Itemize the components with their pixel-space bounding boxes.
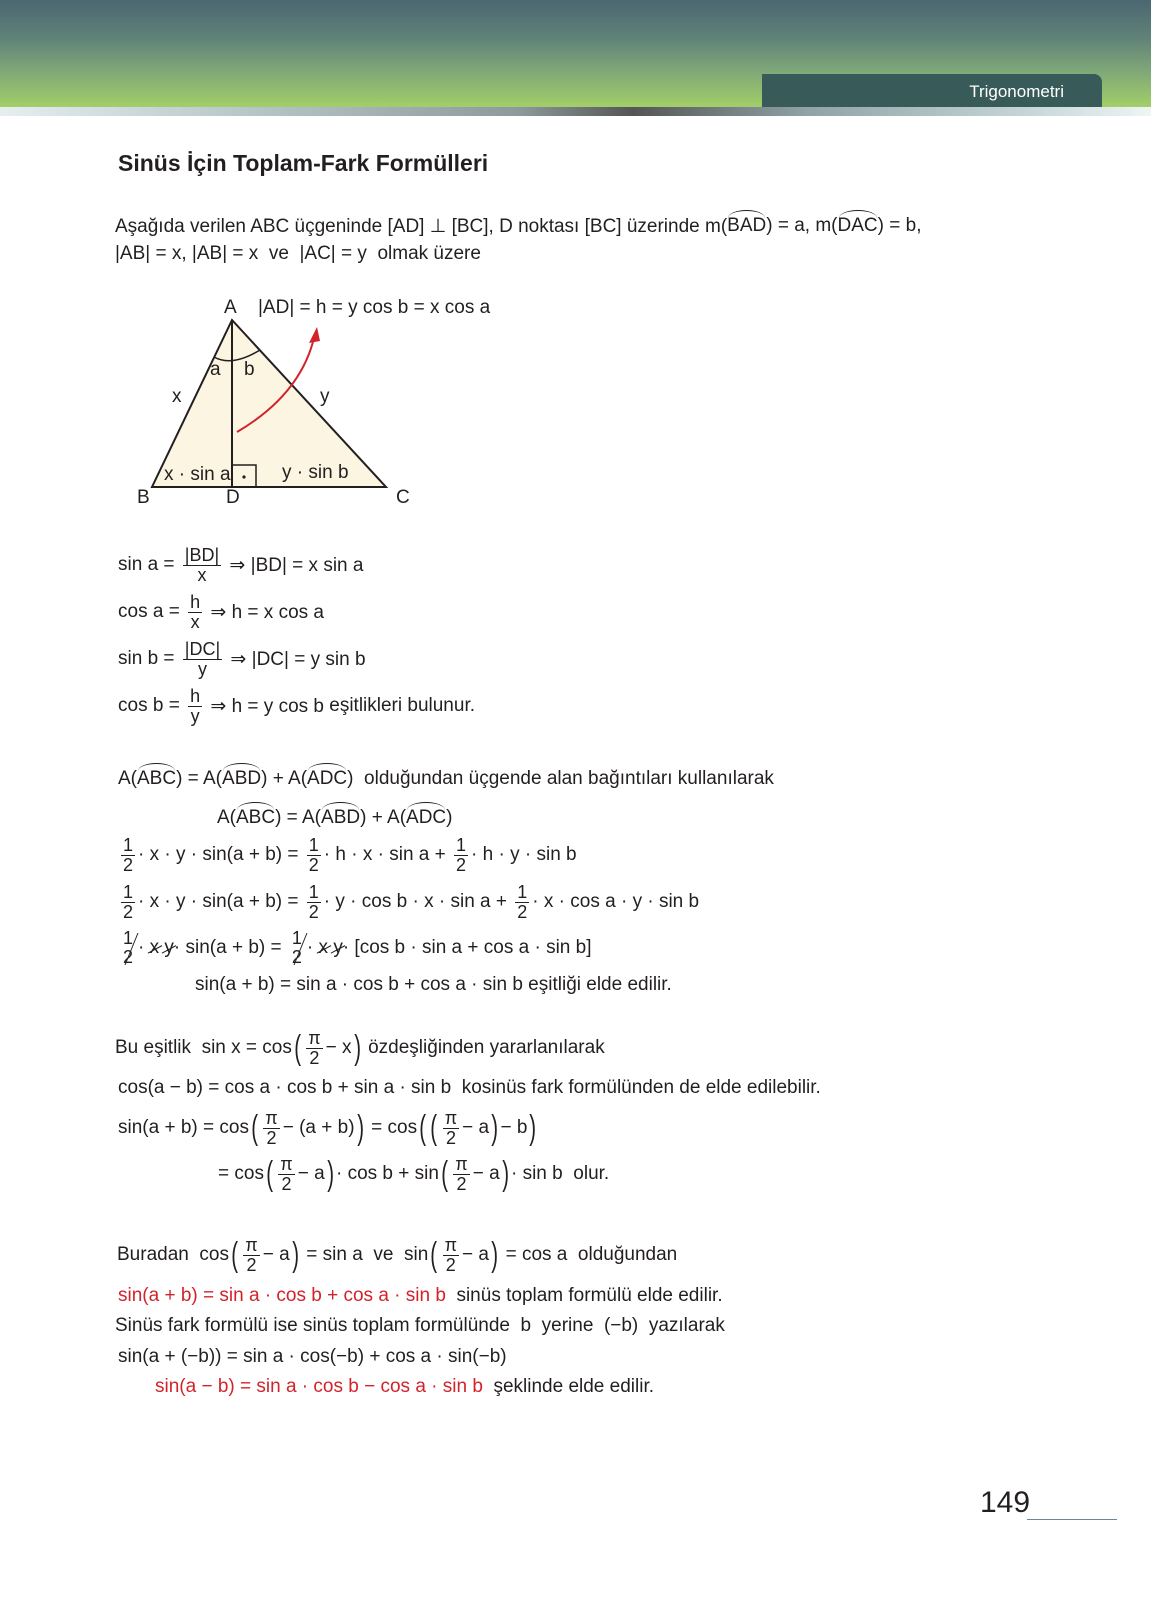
formula-line xyxy=(217,798,452,838)
big-parenthesis: ) xyxy=(501,1155,509,1193)
formula-line xyxy=(118,1068,821,1108)
denominator: 2 xyxy=(123,947,134,967)
text-run: eşitliği elde edilir. xyxy=(522,974,672,995)
denominator: 2 xyxy=(308,901,319,922)
text-run: Bu eşitlik sin x = cos xyxy=(115,1037,292,1058)
text-run: A( xyxy=(118,768,137,789)
big-parenthesis: ) xyxy=(491,1109,499,1147)
text-run: ) = A( xyxy=(275,807,322,828)
numerator: |BD| xyxy=(184,544,220,565)
denominator: y xyxy=(190,705,200,726)
text-run: cos b = xyxy=(118,695,186,716)
highlighted-formula: sin(a − b) = sin a · cos b − cos a · sin b xyxy=(155,1376,483,1397)
text-run: = cos a olduğundan xyxy=(500,1244,678,1265)
text-run: Aşağıda verilen ABC üçgeninde [AD] ⊥ [BC], D noktası [BC] üzerinde m( xyxy=(115,215,728,237)
text-run: ) = A( xyxy=(176,768,223,789)
cancelled-term: x xyxy=(149,937,160,958)
numerator: 1 xyxy=(123,881,134,902)
vertex-d: D xyxy=(226,487,240,508)
side-y: y xyxy=(320,386,330,407)
vertex-c: C xyxy=(396,487,410,508)
formula-line xyxy=(218,1154,609,1194)
angle-notation: ABD xyxy=(222,768,262,789)
text-run: − a xyxy=(297,1163,325,1184)
numerator: 1 xyxy=(123,834,134,855)
cancelled-term: y xyxy=(164,937,174,958)
big-parenthesis: ) xyxy=(353,1029,361,1067)
numerator: 1 xyxy=(308,834,319,855)
big-parenthesis: ( xyxy=(231,1236,239,1274)
text-run: Buradan cos xyxy=(117,1244,229,1265)
angle-notation: ADC xyxy=(307,768,348,789)
text-run: − b xyxy=(500,1117,528,1138)
text-run: · cos b + sin xyxy=(335,1163,439,1184)
text-run: · [cos b · sin a + cos a · sin b] xyxy=(342,937,592,958)
denominator: 2 xyxy=(266,1127,277,1148)
arrow-head-icon xyxy=(309,327,320,343)
text-run: şeklinde elde edilir. xyxy=(482,1376,655,1397)
text-run: − a xyxy=(472,1163,500,1184)
denominator: 2 xyxy=(308,854,319,875)
fraction xyxy=(290,929,304,967)
ad-relation: |AD| = h = y cos b = x cos a xyxy=(258,297,491,318)
formula-line xyxy=(118,592,324,632)
denominator: 2 xyxy=(517,901,528,922)
formula-line xyxy=(195,965,672,1005)
numerator: π xyxy=(308,1027,321,1048)
text-run: − x xyxy=(325,1037,352,1058)
text-run: A( xyxy=(217,807,236,828)
formula-line xyxy=(115,1028,605,1068)
big-parenthesis: ( xyxy=(419,1109,427,1147)
numerator: 1 xyxy=(123,928,134,948)
fraction xyxy=(183,640,222,679)
text-run: − a xyxy=(462,1117,490,1138)
text-run: · xyxy=(138,937,150,958)
text-run: eşitlikleri bulunur. xyxy=(323,695,476,716)
numerator: 1 xyxy=(456,834,467,855)
denominator: 2 xyxy=(456,1173,467,1194)
text-run: sinüs toplam formülü elde edilir. xyxy=(445,1285,723,1306)
text-run: = cos xyxy=(218,1163,264,1184)
formula-line xyxy=(117,1235,677,1275)
triangle-diagram xyxy=(0,0,560,540)
big-parenthesis: ) xyxy=(529,1109,537,1147)
formula-line xyxy=(118,759,774,799)
denominator: x xyxy=(190,611,200,632)
big-parenthesis: ( xyxy=(430,1109,438,1147)
text-run: sin(a + b) = sin a · cos b + cos a · sin b xyxy=(195,974,523,995)
fraction xyxy=(443,1109,459,1148)
fraction xyxy=(454,836,468,875)
denominator: 2 xyxy=(123,854,134,875)
denominator: 2 xyxy=(309,1047,320,1068)
angle-notation: ADC xyxy=(406,807,447,828)
text-run: · sin b olur. xyxy=(510,1163,610,1184)
numerator: π xyxy=(444,1107,458,1128)
text-run: · x · y · sin(a + b) = xyxy=(138,891,304,912)
fraction xyxy=(121,883,135,922)
text-run: ) + A( xyxy=(360,807,407,828)
section-tab xyxy=(762,74,1102,108)
text-run: ⇒ |DC| = y sin b xyxy=(225,648,366,670)
formula-line xyxy=(118,882,699,922)
denominator: y xyxy=(197,658,207,679)
page-title: Sinüs İçin Toplam-Fark Formülleri xyxy=(118,150,489,176)
big-parenthesis: ( xyxy=(430,1236,438,1274)
numerator: π xyxy=(455,1153,468,1174)
formula-line xyxy=(118,686,475,726)
denominator: 2 xyxy=(291,947,302,967)
numerator: π xyxy=(444,1234,458,1255)
fraction xyxy=(443,1236,459,1275)
formula-line xyxy=(118,639,366,679)
fraction xyxy=(121,836,135,875)
section-label: Trigonometri xyxy=(969,82,1064,101)
page-number-rule xyxy=(1027,1519,1117,1520)
text-run: sin b = xyxy=(118,648,180,669)
angle-notation: ABD xyxy=(321,807,361,828)
big-parenthesis: ( xyxy=(266,1155,274,1193)
denominator: x xyxy=(197,564,207,585)
text-run: · xyxy=(306,937,319,958)
fraction xyxy=(183,546,221,585)
numerator: 1 xyxy=(291,928,302,948)
formula-line xyxy=(118,1108,539,1148)
text-run: cos a = xyxy=(118,601,186,622)
vertex-a: A xyxy=(224,297,237,318)
numerator: 1 xyxy=(308,881,319,902)
text-run: · x · cos a · y · sin b xyxy=(532,891,700,912)
text-run: ) xyxy=(446,807,453,828)
numerator: |DC| xyxy=(184,638,221,659)
text-run: · x · y · sin(a + b) = xyxy=(138,844,304,865)
triangle-abc xyxy=(152,320,386,487)
text-run: ) olduğundan üçgende alan bağıntıları kullanılarak xyxy=(347,768,774,789)
text-run: · h · y · sin b xyxy=(471,844,577,865)
big-parenthesis: ) xyxy=(491,1236,499,1274)
highlighted-formula: sin(a + b) = sin a · cos b + cos a · sin b xyxy=(118,1285,446,1306)
formula-line xyxy=(118,835,577,875)
text-run: = sin a ve sin xyxy=(301,1244,429,1265)
text-run: |AB| = x, |AB| = x ve |AC| = y olmak üzere xyxy=(115,243,481,264)
text-run: · h · x · sin a + xyxy=(323,844,452,865)
numerator: π xyxy=(265,1107,278,1128)
big-parenthesis: ( xyxy=(294,1029,301,1067)
fraction xyxy=(188,593,202,632)
text-run: ) + A( xyxy=(261,768,308,789)
fraction xyxy=(278,1155,294,1194)
text-run: − a xyxy=(462,1244,489,1265)
fraction xyxy=(188,687,202,726)
formula-line xyxy=(155,1367,654,1407)
text-run: · sin(a + b) = xyxy=(173,937,287,958)
numerator: π xyxy=(245,1234,258,1255)
fraction xyxy=(263,1109,279,1148)
fraction xyxy=(306,1029,322,1068)
cancelled-term: y xyxy=(333,937,343,958)
big-parenthesis: ) xyxy=(291,1236,299,1274)
denominator: 2 xyxy=(246,1254,257,1275)
text-run: ⇒ h = y cos b xyxy=(205,695,324,717)
fraction xyxy=(243,1236,259,1275)
cancelled-term: x xyxy=(318,937,329,958)
text-run: − (a + b) xyxy=(282,1117,355,1138)
angle-notation: DAC xyxy=(837,215,878,236)
angle-notation: ABC xyxy=(236,807,276,828)
big-parenthesis: ( xyxy=(441,1155,449,1193)
text-run: sin(a + (−b)) = sin a · cos(−b) + cos a · sin(−b) xyxy=(118,1346,507,1367)
text-run: ) = b, xyxy=(877,215,922,236)
fraction xyxy=(515,883,529,922)
fraction xyxy=(121,929,135,967)
numerator: 1 xyxy=(517,881,528,902)
angle-notation: BAD xyxy=(727,215,767,236)
side-x: x xyxy=(172,386,182,407)
right-angle-dot xyxy=(242,475,245,478)
numerator: h xyxy=(190,591,201,612)
formula-line xyxy=(118,545,363,585)
denominator: 2 xyxy=(445,1254,456,1275)
big-parenthesis: ) xyxy=(326,1155,334,1193)
text-run: ⇒ |BD| = x sin a xyxy=(224,554,364,576)
segment-dc: y · sin b xyxy=(282,462,349,483)
text-run: Sinüs fark formülü ise sinüs toplam formülünde b yerine (−b) yazılarak xyxy=(115,1315,725,1336)
fraction xyxy=(307,836,321,875)
denominator: 2 xyxy=(123,901,134,922)
fraction xyxy=(453,1155,469,1194)
page-number: 149 xyxy=(980,1486,1031,1519)
text-run: cos(a − b) = cos a · cos b + sin a · sin b kosinüs fark formülünden de elde edilebilir. xyxy=(118,1077,821,1098)
denominator: 2 xyxy=(456,854,467,875)
text-run: − a xyxy=(262,1244,290,1265)
segment-bd: x · sin a xyxy=(164,464,231,485)
angle-notation: ABC xyxy=(137,768,177,789)
numerator: h xyxy=(190,685,201,706)
text-run: sin a = xyxy=(118,554,180,575)
text-run: ⇒ h = x cos a xyxy=(205,601,324,623)
text-run: · y · cos b · x · sin a + xyxy=(323,891,513,912)
text-run: = cos xyxy=(365,1117,418,1138)
text-run: ) = a, m( xyxy=(766,215,838,236)
formula-line xyxy=(118,928,592,968)
angle-a: a xyxy=(210,359,221,380)
big-parenthesis: ) xyxy=(356,1109,364,1147)
big-parenthesis: ( xyxy=(251,1109,259,1147)
denominator: 2 xyxy=(281,1173,292,1194)
text-run: sin(a + b) = cos xyxy=(118,1117,249,1138)
text-run: özdeşliğinden yararlanılarak xyxy=(362,1037,605,1058)
angle-b: b xyxy=(244,359,255,380)
vertex-b: B xyxy=(137,487,150,508)
numerator: π xyxy=(280,1153,293,1174)
fraction xyxy=(307,883,321,922)
denominator: 2 xyxy=(445,1127,456,1148)
